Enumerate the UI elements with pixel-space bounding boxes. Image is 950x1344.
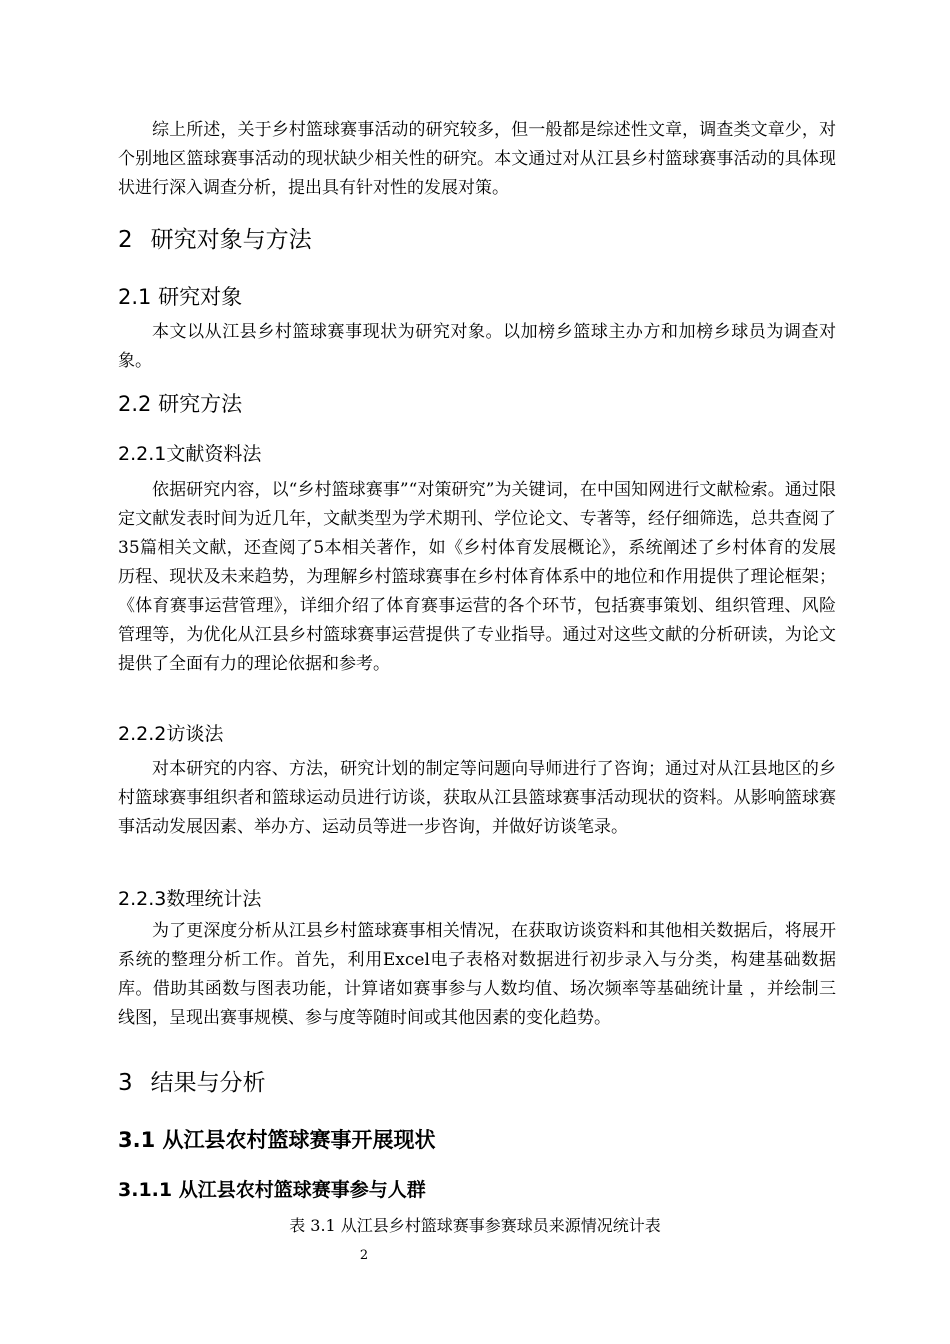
section-3-title: 结果与分析 xyxy=(150,1070,266,1096)
intro-paragraph: 综上所述，关于乡村篮球赛事活动的研究较多，但一般都是综述性文章，调查类文章少，对个别地区篮球赛事活动的现状缺少相关性的研究。本文通过对从江县乡村篮球赛事活动的具体现状进行深入调查分析，提出具有针对性的发展对策。 xyxy=(118,120,836,198)
table-caption: 表 3.1 从江县乡村篮球赛事参赛球员来源情况统计表 xyxy=(289,1216,661,1235)
page-number: 2 xyxy=(359,1248,369,1263)
section-2-2-3-heading: 2.2.3数理统计法 xyxy=(118,888,262,910)
section-3-heading xyxy=(118,1064,266,1097)
interview-method-paragraph: 对本研究的内容、方法，研究计划的制定等问题向导师进行了咨询；通过对从江县地区的乡村篮球赛事组织者和篮球运动员进行访谈，获取从江县篮球赛事活动现状的资料。从影响篮球赛事活动发展因素、举办方、运动员等进一步咨询，并做好访谈笔录。 xyxy=(118,759,836,837)
section-2-2-1-heading: 2.2.1文献资料法 xyxy=(118,443,262,465)
statistics-method-paragraph: 为了更深度分析从江县乡村篮球赛事相关情况，在获取访谈资料和其他相关数据后，将展开系统的整理分析工作。首先，利用Excel电子表格对数据进行初步录入与分类，构建基础数据库。借助其函数与图表功能，计算诸如赛事参与人数均值、场次频率等基础统计量 ，并绘制三线图，呈现出赛事规模、参与度等随时间或其他因素的变化趋势。 xyxy=(118,921,836,1028)
literature-method-paragraph: 依据研究内容，以“乡村篮球赛事”“对策研究”为关键词，在中国知网进行文献检索。通过限定文献发表时间为近几年，文献类型为学术期刊、学位论文、专著等，经仔细筛选，总共查阅了35篇相关文献，还查阅了5本相关著作，如《乡村体育发展概论》，系统阐述了乡村体育的发展历程、现状及未来趋势，为理解乡村篮球赛事在乡村体育体系中的地位和作用提供了理论框架；《体育赛事运营管理》，详细介绍了体育赛事运营的各个环节，包括赛事策划、组织管理、风险管理等，为优化从江县乡村篮球赛事运营提供了专业指导。通过对这些文献的分析研读，为论文提供了全面有力的理论依据和参考。 xyxy=(118,480,836,674)
section-3-1-heading: 3.1 从江县农村篮球赛事开展现状 xyxy=(118,1128,436,1152)
section-3-number: 3 xyxy=(118,1070,133,1096)
research-object-paragraph: 本文以从江县乡村篮球赛事现状为研究对象。以加榜乡篮球主办方和加榜乡球员为调查对象。 xyxy=(118,322,836,371)
section-2-number: 2 xyxy=(118,227,133,253)
section-2-2-heading: 2.2 研究方法 xyxy=(118,392,243,416)
section-2-1-heading: 2.1 研究对象 xyxy=(118,285,243,309)
section-2-2-2-heading: 2.2.2访谈法 xyxy=(118,723,224,745)
section-2-title: 研究对象与方法 xyxy=(150,227,312,253)
section-3-1-1-heading: 3.1.1 从江县农村篮球赛事参与人群 xyxy=(118,1179,426,1201)
section-2-heading xyxy=(118,221,312,254)
